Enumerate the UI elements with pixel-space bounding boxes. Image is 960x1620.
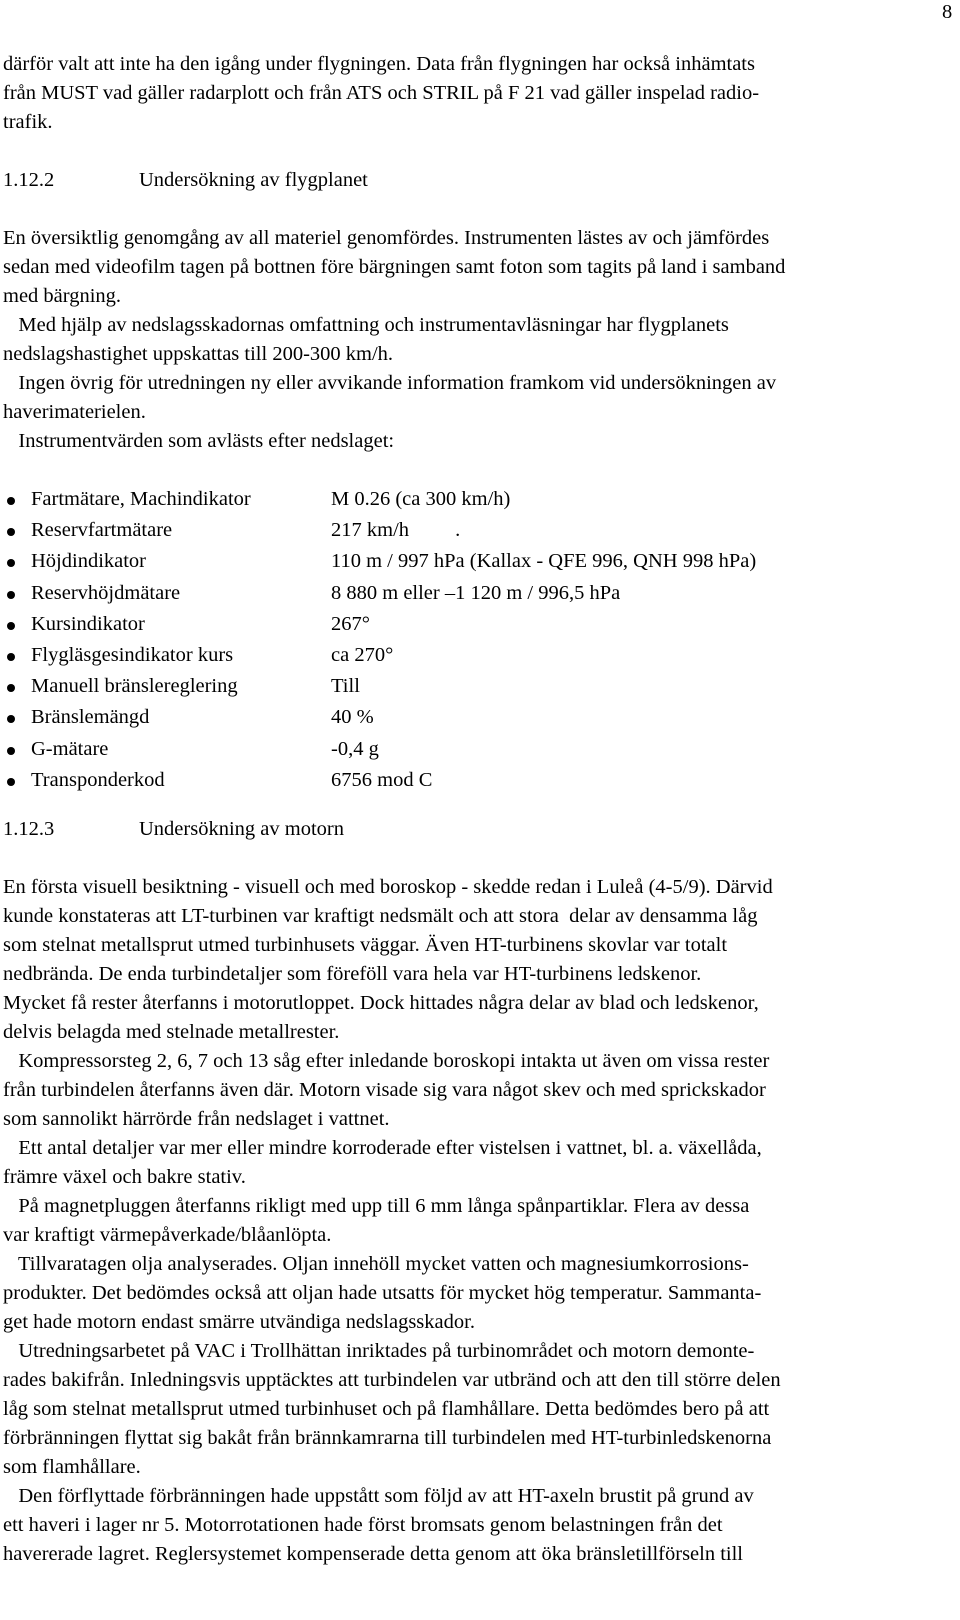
- bullet-icon: [7, 653, 15, 661]
- instrument-value: 267°: [331, 612, 370, 635]
- section-heading-aircraft: [3, 166, 368, 195]
- text-line: därför valt att inte ha den igång under flygningen. Data från flygningen har också inhämtats: [3, 53, 755, 75]
- section-title: Undersökning av flygplanet: [139, 169, 368, 191]
- list-item: [3, 765, 938, 796]
- intro-paragraph: [3, 50, 938, 137]
- instrument-value: ca 270°: [331, 643, 394, 666]
- text-line: som flamhållare.: [3, 1456, 141, 1478]
- bullet-icon: [7, 622, 15, 630]
- list-item: [3, 578, 938, 609]
- text-line: Den förflyttade förbränningen hade uppstått som följd av att HT-axeln brustit på grund av: [3, 1485, 754, 1507]
- text-line: från turbindelen återfanns även där. Motorn visade sig vara något skev och med sprickskador: [3, 1079, 766, 1101]
- instrument-label: Fartmätare, Machindikator: [31, 488, 251, 510]
- bullet-icon: [7, 715, 15, 723]
- section-number: 1.12.2: [3, 169, 55, 191]
- text-line: haverimaterielen.: [3, 401, 146, 423]
- instrument-label: Bränslemängd: [31, 706, 150, 729]
- text-line: Instrumentvärden som avlästs efter nedslaget:: [3, 430, 395, 452]
- text-line: som stelnat metallsprut utmed turbinhusets väggar. Även HT-turbinens skovlar var totalt: [3, 934, 728, 956]
- instrument-value: M 0.26 (ca 300 km/h): [331, 488, 511, 510]
- list-item: [3, 702, 938, 733]
- instrument-label: Transponderkod: [31, 768, 165, 791]
- engine-inspection-text: [3, 873, 938, 1569]
- instrument-value: 40 %: [331, 706, 374, 729]
- text-line: En första visuell besiktning - visuell och med boroskop - skedde redan i Luleå (4-5/9). Därvid: [3, 876, 773, 898]
- text-line: från MUST vad gäller radarplott och från ATS och STRIL på F 21 vad gäller inspelad radio-: [3, 82, 760, 104]
- list-item: [3, 609, 938, 640]
- bullet-icon: [7, 591, 15, 599]
- instrument-list: [3, 484, 938, 796]
- section-heading-engine: [3, 815, 344, 844]
- text-line: Ett antal detaljer var mer eller mindre korroderade efter vistelsen i vattnet, bl. a. växellåda,: [3, 1137, 762, 1159]
- bullet-icon: [7, 684, 15, 692]
- list-item: [3, 640, 938, 671]
- text-line: Utredningsarbetet på VAC i Trollhättan inriktades på turbinområdet och motorn demonte-: [3, 1340, 755, 1362]
- text-line: rades bakifrån. Inledningsvis upptäcktes att turbindelen var utbränd och att den till större delen: [3, 1369, 781, 1391]
- instrument-value: 8 880 m eller –1 120 m / 996,5 hPa: [331, 581, 621, 604]
- instrument-value: 217 km/h .: [331, 519, 461, 542]
- text-line: förbränningen flyttat sig bakåt från brännkamrarna till turbindelen med HT-turbinledskenorna: [3, 1427, 772, 1449]
- text-line: Kompressorsteg 2, 6, 7 och 13 såg efter inledande boroskopi intakta ut även om vissa rester: [3, 1050, 770, 1072]
- text-line: havererade lagret. Reglersystemet kompenserade detta genom att öka bränsletillförseln till: [3, 1543, 744, 1565]
- instrument-label: Flygläsgesindikator kurs: [31, 643, 234, 666]
- text-line: var kraftigt värmepåverkade/blåanlöpta.: [3, 1224, 332, 1246]
- text-line: trafik.: [3, 111, 53, 133]
- text-line: Ingen övrig för utredningen ny eller avvikande information framkom vid undersökningen av: [3, 372, 777, 394]
- instrument-label: Reservhöjdmätare: [31, 581, 181, 604]
- section-title: Undersökning av motorn: [139, 818, 344, 840]
- bullet-icon: [7, 778, 15, 786]
- instrument-label: Manuell bränslereglering: [31, 675, 238, 698]
- text-line: På magnetpluggen återfanns rikligt med upp till 6 mm långa spånpartiklar. Flera av dessa: [3, 1195, 750, 1217]
- text-line: kunde konstateras att LT-turbinen var kraftigt nedsmält och att stora delar av densamma låg: [3, 905, 758, 927]
- text-line: med bärgning.: [3, 285, 122, 307]
- text-line: ett haveri i lager nr 5. Motorrotationen hade först bromsats genom belastningen från det: [3, 1514, 723, 1536]
- instrument-label: Höjdindikator: [31, 550, 147, 573]
- page-number: 8: [942, 1, 953, 23]
- text-line: som sannolikt härrörde från nedslaget i vattnet.: [3, 1108, 390, 1130]
- list-item: [3, 515, 938, 546]
- section-number: 1.12.3: [3, 818, 55, 840]
- text-line: sedan med videofilm tagen på bottnen före bärgningen samt foton som tagits på land i samband: [3, 256, 786, 278]
- bullet-icon: [7, 528, 15, 536]
- instrument-value: 6756 mod C: [331, 768, 433, 791]
- text-line: nedslagshastighet uppskattas till 200-300 km/h.: [3, 343, 394, 365]
- instrument-label: G-mätare: [31, 737, 109, 760]
- text-line: låg som stelnat metallsprut utmed turbinhuset och på flamhållare. Detta bedömdes bero på att: [3, 1398, 770, 1420]
- text-line: delvis belagda med stelnade metallrester.: [3, 1021, 340, 1043]
- bullet-icon: [7, 559, 15, 567]
- bullet-icon: [7, 747, 15, 755]
- text-line: produkter. Det bedömdes också att oljan hade utsatts för mycket hög temperatur. Sammanta-: [3, 1282, 762, 1304]
- text-line: Mycket få rester återfanns i motorutloppet. Dock hittades några delar av blad och ledskenor,: [3, 992, 759, 1014]
- aircraft-inspection-text: [3, 224, 938, 456]
- list-item: [3, 734, 938, 765]
- list-item: [3, 546, 938, 577]
- instrument-value: Till: [331, 675, 360, 698]
- text-line: främre växel och bakre stativ.: [3, 1166, 246, 1188]
- instrument-value: -0,4 g: [331, 737, 379, 760]
- text-line: En översiktlig genomgång av all materiel genomfördes. Instrumenten lästes av och jämfördes: [3, 227, 770, 249]
- text-line: get hade motorn endast smärre utvändiga nedslagsskador.: [3, 1311, 475, 1333]
- bullet-icon: [7, 497, 15, 505]
- text-line: Med hjälp av nedslagsskadornas omfattning och instrumentavläsningar har flygplanets: [3, 314, 729, 336]
- text-line: nedbrända. De enda turbindetaljer som föreföll vara hela var HT-turbinens ledskenor.: [3, 963, 702, 985]
- list-item: [3, 671, 938, 702]
- instrument-label: Kursindikator: [31, 612, 145, 635]
- text-line: Tillvaratagen olja analyserades. Oljan innehöll mycket vatten och magnesiumkorrosions-: [3, 1253, 749, 1275]
- instrument-label: Reservfartmätare: [31, 519, 173, 542]
- instrument-value: 110 m / 997 hPa (Kallax - QFE 996, QNH 998 hPa): [331, 550, 757, 573]
- list-item: [3, 484, 938, 515]
